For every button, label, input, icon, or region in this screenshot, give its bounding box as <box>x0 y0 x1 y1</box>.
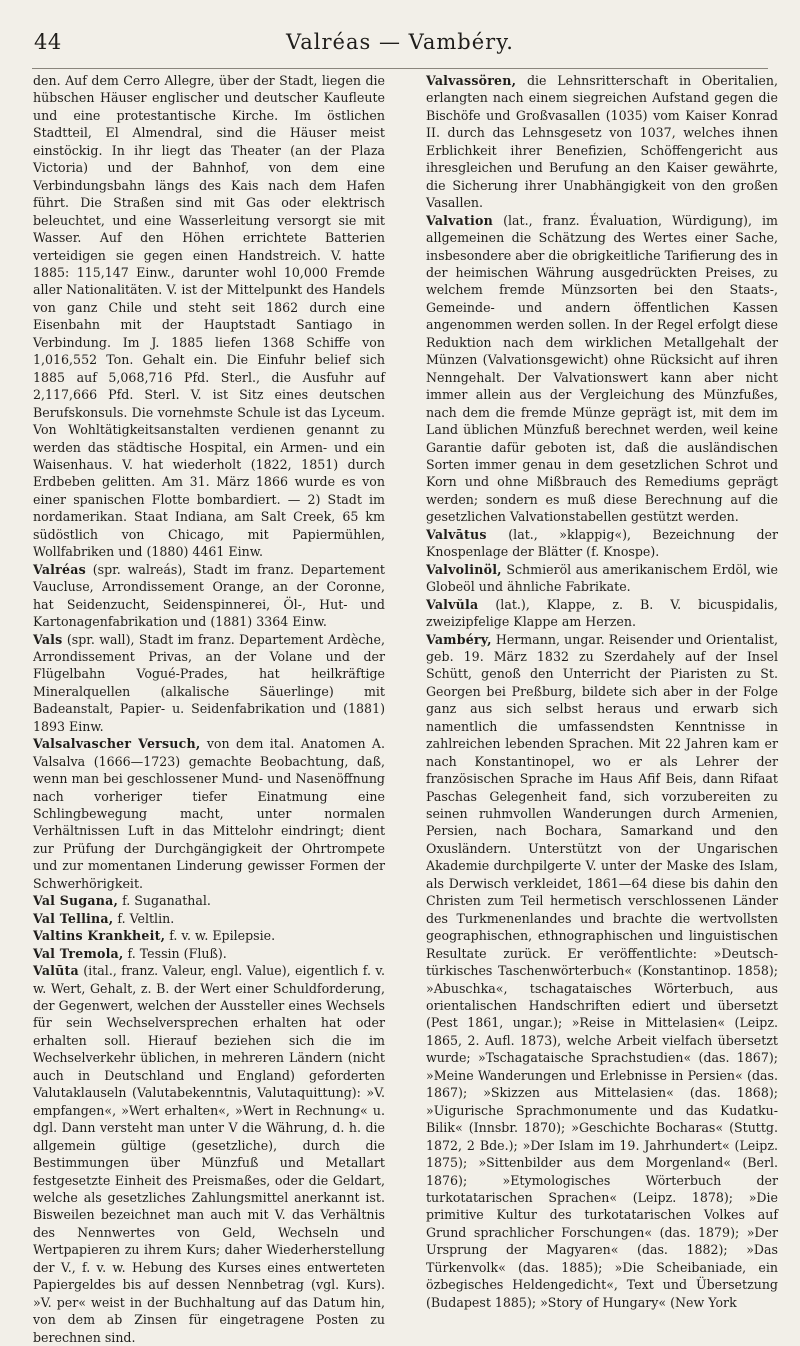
entry-text: f. Veltlin. <box>117 910 175 926</box>
entry-text: (lat., »klappig«), Bezeichnung der Knospenlage der Blätter (f. Knospe). <box>426 526 778 560</box>
entry-headword: Valvŭla <box>426 596 479 612</box>
dictionary-entry <box>33 735 385 892</box>
entry-headword: Valréas <box>33 561 86 577</box>
entry-text: Schmieröl aus amerikanischem Erdöl, wie Globeöl und ähnliche Fabrikate. <box>426 561 778 595</box>
page-number: 44 <box>34 30 62 54</box>
entry-text: (spr. walreás), Stadt im franz. Departement Vaucluse, Arrondissement Orange, an der Coronne, hat Seidenzucht, Seidenspinnerei, Öl-, Hut- und Kartonagenfabrikation und (1881) 3364 Einw. <box>33 561 385 630</box>
entry-text: (ital., franz. Valeur, engl. Value), eigentlich f. v. w. Wert, Gehalt, z. B. der Wert einer Schuldforderung, der Gegenwert, welchen der Aussteller eines Wechsels für sein Wechselversprechen erhalten hat oder erhalten soll. Hierauf beziehen sich die im Wechselverkehr üblichen, in mehreren Ländern (nicht auch in Deutschland und England) geforderten Valutaklauseln (Valutabekenntnis, Valutaquittung): »V. empfangen«, »Wert erhalten«, »Wert in Rechnung« u. dgl. Dann versteht man unter V die Währung, d. h. die allgemein gültige (gesetzliche), durch die Bestimmungen über Münzfuß und Metallart festgesetzte Einheit des Preismaßes, oder die Geldart, welche als gesetzliches Zahlungsmittel anerkannt ist. Bisweilen bezeichnet man auch mit V. das Verhältnis des Nennwertes von Geld, Wechseln und Wertpapieren zu ihrem Kurs; daher Wiederherstellung der V., f. v. w. Hebung des Kurses eines entwerteten Papiergeldes bis auf dessen Nennbetrag (vgl. Kurs). »V. per« weist in der Buchhaltung auf das Datum hin, von dem ab Zinsen für eingetragene Posten zu berechnen sind. <box>33 963 385 1345</box>
dictionary-entry <box>426 212 778 526</box>
dictionary-entry <box>33 561 385 631</box>
dictionary-entry <box>426 631 778 1312</box>
entry-text: den. Auf dem Cerro Allegre, über der Stadt, liegen die hübschen Häuser englischer und deutscher Kaufleute und eine protestantische Kirche. Im östlichen Stadtteil, El Almendral, sind die Häuser meist einstöckig. In ihr liegt das Theater (an der Plaza Victoria) und der Bahnhof, von dem eine Verbindungsbahn längs des Kais nach dem Hafen führt. Die Straßen sind mit Gas oder elektrisch beleuchtet, und eine Wasserleitung versorgt sie mit Wasser. Auf den Höhen errichtete Batterien verteidigen sie gegen einen Handstreich. V. hatte 1885: 115,147 Einw., darunter wohl 10,000 Fremde aller Nationalitäten. V. ist der Mittelpunkt des Handels von ganz Chile und steht seit 1862 durch eine Eisenbahn mit der Hauptstadt Santiago in Verbindung. Im J. 1885 liefen 1368 Schiffe von 1,016,552 Ton. Gehalt ein. Die Einfuhr belief sich 1885 auf 5,068,716 Pfd. Sterl., die Ausfuhr auf 2,117,666 Pfd. Sterl. V. ist Sitz eines deutschen Berufskonsuls. Die vornehmste Schule ist das Lyceum. Von Wohltätigkeitsanstalten verdienen genannt zu werden das städtische Hospital, ein Armen- und ein Waisenhaus. V. hat wiederholt (1822, 1851) durch Erdbeben gelitten. Am 31. März 1866 wurde es von einer spanischen Flotte bombardiert. — 2) Stadt im nordamerikan. Staat Indiana, am Salt Creek, 65 km südöstlich von Chicago, mit Papiermühlen, Wollfabriken und (1880) 4461 Einw. <box>33 73 385 560</box>
entry-headword: Valūta <box>33 963 79 979</box>
entry-text: die Lehnsritterschaft in Oberitalien, erlangten nach einem siegreichen Aufstand gegen die Bischöfe und Großvasallen (1035) vom Kaiser Konrad II. durch das Lehnsgesetz von 1037, welches ihnen Erblichkeit ihrer Benefizien, Schöffengericht aus ihresgleichen und Berufung an den Kaiser gewährte, die Sicherung ihrer Unabhängigkeit von den großen Vasallen. <box>426 73 778 211</box>
dictionary-entry <box>33 892 385 909</box>
entry-text: (lat.), Klappe, z. B. V. bicuspidalis, zweizipfelige Klappe am Herzen. <box>426 596 778 630</box>
dictionary-entry <box>33 927 385 944</box>
dictionary-entry <box>426 72 778 212</box>
entry-headword: Valvation <box>426 212 493 228</box>
dictionary-entry <box>33 910 385 927</box>
entry-headword: Val Sugana, <box>33 893 119 909</box>
header-rule <box>32 68 768 69</box>
entry-text: (lat., franz. Évaluation, Würdigung), im allgemeinen die Schätzung des Wertes einer Sache, insbesondere aber die obrigkeitliche Tarifierung des in der heimischen Währung ausgedrückten Preises, zu welchem fremde Münzsorten bei den Staats-, Gemeinde- und andern öffentlichen Kassen angenommen werden sollen. In der Regel erfolgt diese Reduktion nach dem wirklichen Metallgehalt der Münzen (Valvationsgewicht) ohne Rücksicht auf ihren Nenngehalt. Der Valvationswert kann aber nicht immer allein aus der Vergleichung des Münzfußes, nach dem die fremde Münze geprägt ist, mit dem im Land üblichen Münzfuß berechnet werden, weil keine Garantie dafür geboten ist, daß die ausländischen Sorten immer genau in dem gesetzlichen Schrot und Korn und ohne Mißbrauch des Remediums geprägt werden; sondern es muß diese Berechnung auf die gesetzlichen Valvationstabellen gestützt werden. <box>426 212 778 525</box>
entry-text: f. v. w. Epilepsie. <box>169 928 276 944</box>
dictionary-entry <box>33 962 385 1346</box>
dictionary-entry <box>33 945 385 962</box>
entry-headword: Valsalvascher Versuch, <box>33 736 201 752</box>
right-column <box>426 72 778 1310</box>
entry-text: (spr. wall), Stadt im franz. Departement Ardèche, Arrondissement Privas, an der Volane und der Flügelbahn Vogué-Prades, hat heilkräftige Mineralquellen (alkalische Säuerlinge) mit Badeanstalt, Papier- u. Seidenfabrikation und (1881) 1893 Einw. <box>33 631 385 734</box>
entry-headword: Vals <box>33 631 63 647</box>
running-head: Valréas — Vambéry. <box>286 30 514 54</box>
entry-text: Hermann, ungar. Reisender und Orientalist, geb. 19. März 1832 zu Szerdahely auf der Insel Schütt, genoß den Unterricht der Piaristen zu St. Georgen bei Preßburg, bildete sich aber in der Folge ganz aus sich selbst heraus und erwarb sich namentlich die umfassendsten Kenntnisse in zahlreichen lebenden Sprachen. Mit 22 Jahren kam er nach Konstantinopel, wo er als Lehrer der französischen Sprache im Haus Afif Beis, dann Rifaat Paschas Gelegenheit fand, sich vorzubereiten zu seinen ruhmvollen Wanderungen durch Armenien, Persien, nach Bochara, Samarkand und den Oxusländern. Unterstützt von der Ungarischen Akademie durchpilgerte V. unter der Maske des Islam, als Derwisch verkleidet, 1861—64 diese bis dahin den Christen zum Teil hermetisch verschlossenen Länder des Turkmenenlandes und brachte die wertvollsten geographischen, ethnographischen und linguistischen Resultate zurück. Er veröffentlichte: »Deutsch-türkisches Taschenwörterbuch« (Konstantinop. 1858); »Abuschka«, tschagataisches Wörterbuch, aus orientalischen Handschriften ediert und übersetzt (Pest 1861, ungar.); »Reise in Mittelasien« (Leipz. 1865, 2. Aufl. 1873), welche Arbeit vielfach übersetzt wurde; »Tschagataische Sprachstudien« (das. 1867); »Meine Wanderungen und Erlebnisse in Persien« (das. 1867); »Skizzen aus Mittelasien« (das. 1868); »Uigurische Sprachmonumente und das Kudatku-Bilik« (Innsbr. 1870); »Geschichte Bocharas« (Stuttg. 1872, 2 Bde.); »Der Islam im 19. Jahrhundert« (Leipz. 1875); »Sittenbilder aus dem Morgenland« (Berl. 1876); »Etymologisches Wörterbuch der turkotatarischen Sprachen« (Leipz. 1878); »Die primitive Kultur des turkotatarischen Volkes auf Grund sprachlicher Forschungen« (das. 1879); »Der Ursprung der Magyaren« (das. 1882); »Das Türkenvolk« (das. 1885); »Die Scheibaniade, ein özbegisches Heldengedicht«, Text und Übersetzung (Budapest 1885); »Story of Hungary« (New York <box>426 631 778 1310</box>
left-column <box>33 72 385 1345</box>
entry-headword: Valtins Krankheit, <box>33 928 166 944</box>
entry-headword: Valvassören, <box>426 73 517 88</box>
entry-headword: Val Tremola, <box>33 945 124 961</box>
entry-text: von dem ital. Anatomen A. Valsalva (1666—1723) gemachte Beobachtung, daß, wenn man bei geschlossener Mund- und Nasenöffnung nach vorheriger tiefer Einatmung eine Schlingbewegung macht, unter normalen Verhältnissen Luft in das Mittelohr eindringt; dient zur Prüfung der Durchgängigkeit der Ohrtrompete und zur momentanen Linderung gewisser Formen der Schwerhörigkeit. <box>33 736 385 891</box>
entry-text: f. Suganathal. <box>122 893 211 909</box>
page-header <box>32 28 768 64</box>
entry-headword: Val Tellina, <box>33 910 114 926</box>
dictionary-entry <box>426 561 778 596</box>
entry-headword: Valvātus <box>426 526 487 542</box>
dictionary-entry <box>33 631 385 736</box>
entry-headword: Valvolinöl, <box>426 561 502 577</box>
entry-headword: Vambéry, <box>426 631 492 647</box>
dictionary-entry <box>426 526 778 561</box>
entry-text: f. Tessin (Fluß). <box>127 945 227 961</box>
dictionary-entry <box>33 72 385 561</box>
dictionary-entry <box>426 596 778 631</box>
